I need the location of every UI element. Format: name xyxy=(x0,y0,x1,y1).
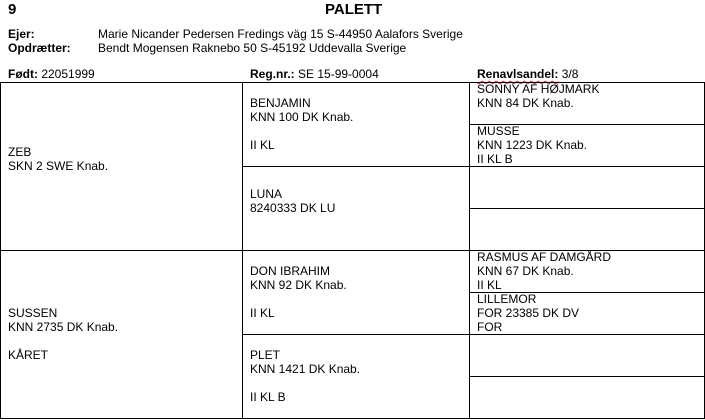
race-share-label: Renavlsandel: xyxy=(477,67,559,81)
dam-sire-cell xyxy=(250,264,347,320)
ss-dam-name: MUSSE xyxy=(477,124,520,138)
born-value: 22051999 xyxy=(41,67,95,81)
race-share-value: 3/8 xyxy=(561,67,579,81)
grid-line xyxy=(469,376,705,377)
dam-dam-reg: KNN 1421 DK Knab. xyxy=(250,362,361,376)
dam-sire-note: II KL xyxy=(250,306,275,320)
horse-number: 9 xyxy=(8,1,17,18)
sire-name: ZEB xyxy=(8,145,32,159)
dam-dam-cell xyxy=(250,348,360,404)
owner-label: Ejer: xyxy=(8,27,35,41)
dam-sire-reg: KNN 92 DK Knab. xyxy=(250,278,347,292)
grid-line xyxy=(242,334,705,335)
ss-sire-name: SONNY AF HØJMARK xyxy=(477,82,600,96)
dam-reg: KNN 2735 DK Knab. xyxy=(8,320,119,334)
sire-sire-note: II KL xyxy=(250,138,275,152)
dam-dam-note: II KL B xyxy=(250,390,286,404)
sire-sire-reg: KNN 100 DK Knab. xyxy=(250,110,354,124)
ds-dam-cell xyxy=(477,292,579,334)
breeder-label: Opdrætter: xyxy=(8,41,71,55)
ds-sire-note: II KL xyxy=(477,278,502,292)
dam-dam-name: PLET xyxy=(250,348,281,362)
ds-sire-cell xyxy=(477,250,611,292)
ds-dam-note: FOR xyxy=(477,320,503,334)
ss-dam-note: II KL B xyxy=(477,152,513,166)
born-label: Født: xyxy=(8,67,38,81)
grid-line xyxy=(469,208,705,209)
owner-value: Marie Nicander Pedersen Fredings väg 15 S-44950 Aalafors Sverige xyxy=(98,27,463,41)
grid-line xyxy=(242,166,705,167)
grid-line xyxy=(0,418,705,419)
sire-dam-reg: 8240333 DK LU xyxy=(250,201,336,215)
sire-cell xyxy=(8,145,108,173)
dam-note: KÅRET xyxy=(8,348,49,362)
born-field xyxy=(8,67,95,81)
horse-name: PALETT xyxy=(325,1,383,18)
sire-dam-name: LUNA xyxy=(250,187,283,201)
ss-sire-reg: KNN 84 DK Knab. xyxy=(477,96,574,110)
ss-dam-reg: KNN 1223 DK Knab. xyxy=(477,138,588,152)
dam-sire-name: DON IBRAHIM xyxy=(250,264,331,278)
reg-label: Reg.nr.: xyxy=(250,67,295,81)
breeder-value: Bendt Mogensen Raknebo 50 S-45192 Uddevalla Sverige xyxy=(98,41,407,55)
reg-field xyxy=(250,67,379,81)
reg-value: SE 15-99-0004 xyxy=(298,67,379,81)
sire-dam-cell xyxy=(250,187,335,215)
ss-dam-cell xyxy=(477,124,587,166)
dam-cell xyxy=(8,306,118,362)
ds-sire-name: RASMUS AF DAMGÅRD xyxy=(477,250,612,264)
sire-reg: SKN 2 SWE Knab. xyxy=(8,159,109,173)
ss-sire-cell xyxy=(477,82,599,110)
sire-sire-name: BENJAMIN xyxy=(250,96,311,110)
ds-sire-reg: KNN 67 DK Knab. xyxy=(477,264,574,278)
ds-dam-reg: FOR 23385 DK DV xyxy=(477,306,580,320)
ds-dam-name: LILLEMOR xyxy=(477,292,537,306)
dam-name: SUSSEN xyxy=(8,306,58,320)
pedigree-table xyxy=(0,82,705,420)
sire-sire-cell xyxy=(250,96,353,152)
race-share-field xyxy=(477,67,578,81)
